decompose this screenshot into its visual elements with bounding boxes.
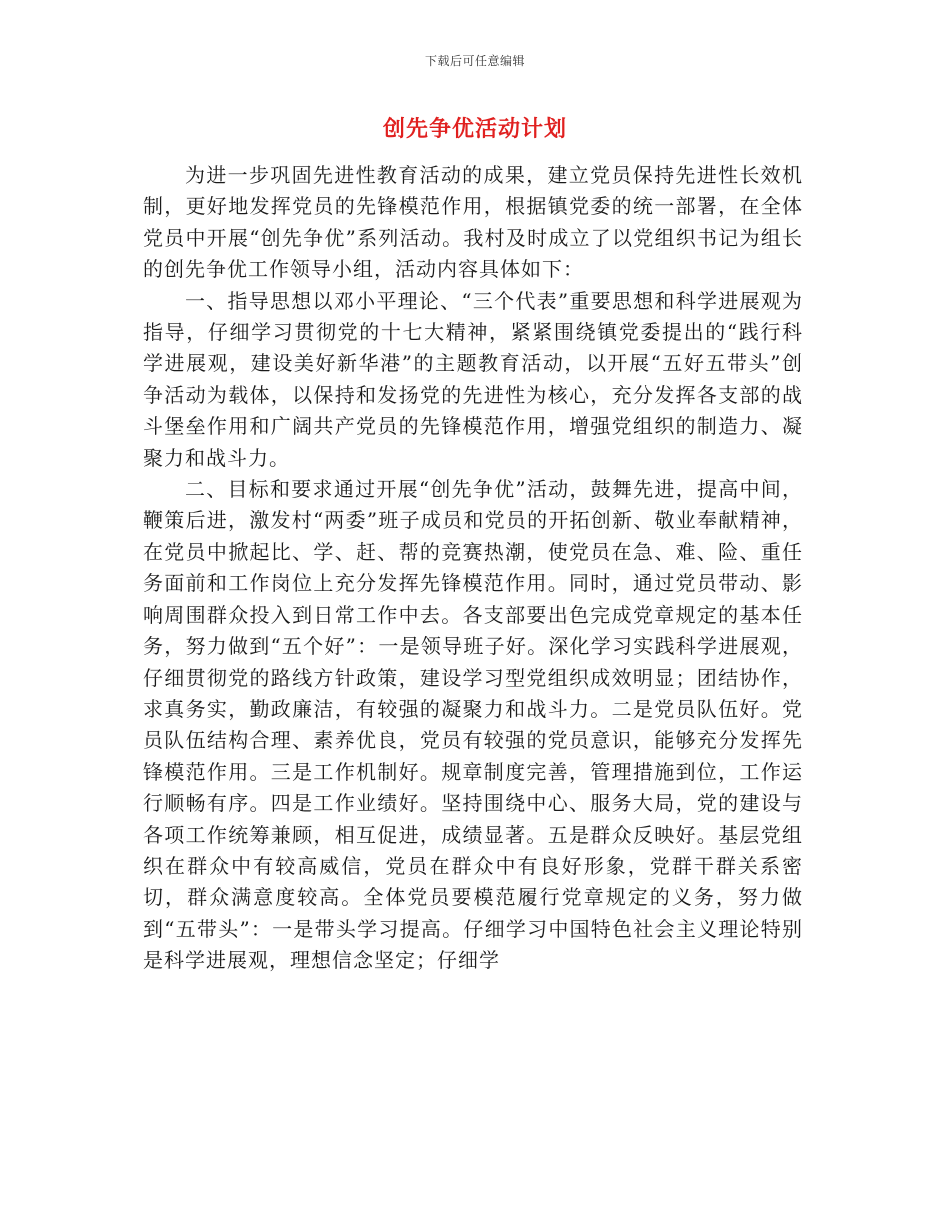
paragraph-intro: 为进一步巩固先进性教育活动的成果，建立党员保持先进性长效机制，更好地发挥党员的先锋模范作用，根据镇党委的统一部署，在全体党员中开展“创先争优”系列活动。我村及时成立了以党组织书记为组长的创先争优工作领导小组，活动内容具体如下： — [143, 163, 803, 282]
paragraph-guiding-ideology: 一、指导思想以邓小平理论、“三个代表”重要思想和科学进展观为指导，仔细学习贯彻党的十七大精神，紧紧围绕镇党委提出的“践行科学进展观，建设美好新华港”的主题教育活动，以开展“五好五带头”创争活动为载体，以保持和发扬党的先进性为核心，充分发挥各支部的战斗堡垒作用和广阔共产党员的先锋模范作用，增强党组织的制造力、凝聚力和战斗力。 — [143, 288, 803, 470]
document-title: 创先争优活动计划 — [382, 117, 567, 142]
header-note: 下载后可任意编辑 — [424, 54, 525, 68]
document-body — [143, 160, 803, 977]
paragraph-goals-requirements: 二、目标和要求通过开展“创先争优”活动，鼓舞先进，提高中间，鞭策后进，激发村“两委”班子成员和党员的开拓创新、敬业奉献精神，在党员中掀起比、学、赶、帮的竞赛热潮，使党员在急、难、险、重任务面前和工作岗位上充分发挥先锋模范作用。同时，通过党员带动、影响周围群众投入到日常工作中去。各支部要出色完成党章规定的基本任务，努力做到“五个好”：一是领导班子好。深化学习实践科学进展观，仔细贯彻党的路线方针政策，建设学习型党组织成效明显；团结协作，求真务实，勤政廉洁，有较强的凝聚力和战斗力。二是党员队伍好。党员队伍结构合理、素养优良，党员有较强的党员意识，能够充分发挥先锋模范作用。三是工作机制好。规章制度完善，管理措施到位，工作运行顺畅有序。四是工作业绩好。坚持围绕中心、服务大局，党的建设与各项工作统筹兼顾，相互促进，成绩显著。五是群众反映好。基层党组织在群众中有较高威信，党员在群众中有良好形象，党群干群关系密切，群众满意度较高。全体党员要模范履行党章规定的义务，努力做到“五带头”：一是带头学习提高。仔细学习中国特色社会主义理论特别是科学进展观，理想信念坚定；仔细学 — [143, 477, 803, 973]
